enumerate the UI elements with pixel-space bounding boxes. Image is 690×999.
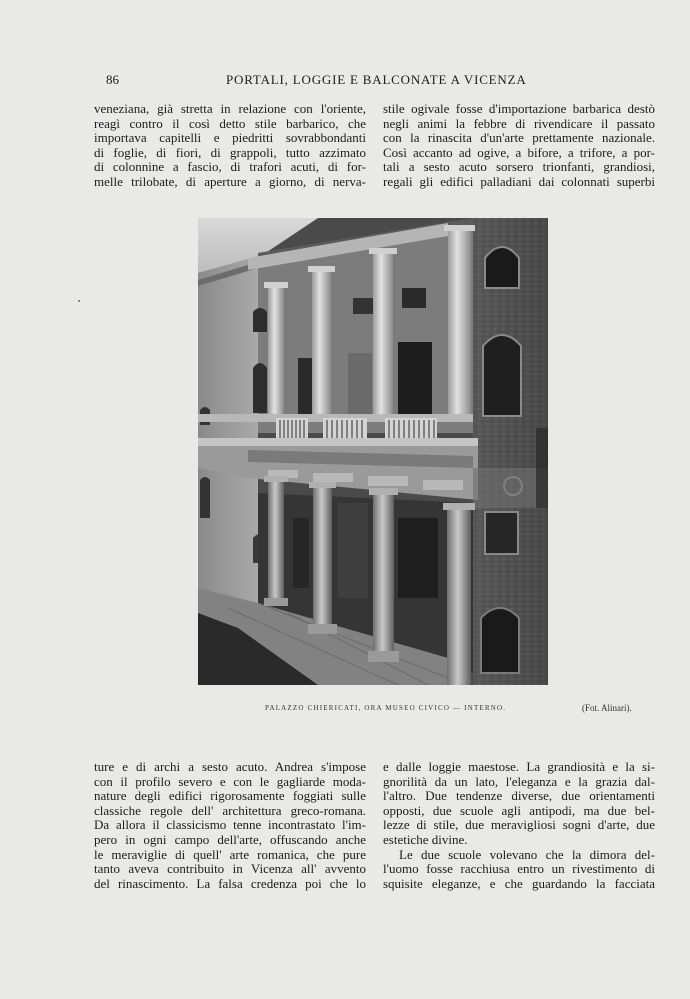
- text-line: e dalle loggie maestose. La grandiosità e la si-: [383, 759, 655, 774]
- photo-credit: (Fot. Alinari).: [582, 703, 632, 713]
- text-line: nature degli edifici rigorosamente foggiati sulle: [94, 788, 366, 804]
- text-column-bottom-left: [94, 760, 366, 891]
- text-line: regali gli edifici palladiani dai colonnati superbi: [383, 173, 655, 189]
- text-line: con il profilo severo e con le gagliarde moda-: [94, 773, 366, 789]
- text-line: gnorilità da un lato, l'eleganza e la grazia dal-: [383, 773, 655, 789]
- text-line: importava capitelli e piedritti sovrabbondanti: [94, 130, 366, 146]
- palazzo-chiericati-photograph: [198, 218, 548, 685]
- text-column-top-left: [94, 102, 366, 190]
- text-line: le meraviglie di quell' arte romanica, che pure: [94, 846, 366, 862]
- text-line: melle trilobate, di aperture a giorno, di nerva-: [94, 173, 366, 189]
- text-line: l'altro. Due tendenze diverse, due orientamenti: [383, 788, 655, 804]
- text-line: di foglie, di fiori, di grappoli, tutto azzimato: [94, 144, 366, 160]
- text-line: negli animi la febbre di rivendicare il passato: [383, 115, 655, 131]
- text-line: tali a sesto acuto sorsero trionfanti, grandiosi,: [383, 159, 655, 175]
- text-line: stile ogivale fosse d'importazione barbarica destò: [383, 101, 655, 116]
- text-line: l'uomo fosse racchiusa entro un rivestimento di: [383, 861, 655, 877]
- text-line: opposti, due scuole agli antipodi, ma due bel-: [383, 802, 655, 818]
- figure-caption: PALAZZO CHIERICATI, ORA MUSEO CIVICO — INTERNO.: [265, 704, 507, 712]
- text-line: Le due scuole volevano che la dimora del-: [399, 846, 655, 862]
- text-line: squisite eleganze, e che guardando la facciata: [383, 875, 655, 891]
- text-line: lezze di stile, due meravigliosi sogni d'arte, due: [383, 817, 655, 833]
- text-line: tanto aveva contribuito in Vicenza all' avvento: [94, 861, 366, 877]
- text-column-top-right: [383, 102, 655, 190]
- text-line: di colonnine a fascio, di trafori acuti, di for-: [94, 159, 366, 175]
- page-number: 86: [106, 72, 119, 87]
- text-line: Così accanto ad ogive, a bifore, a trifore, a por-: [383, 144, 655, 160]
- text-line: Da allora il classicismo tenne incontrastato l'im-: [94, 817, 366, 833]
- paper-speck: [78, 300, 80, 302]
- text-line: del rinascimento. La falsa credenza poi che lo: [94, 875, 366, 891]
- text-column-bottom-right: [383, 760, 655, 891]
- text-line: con la rinascita d'un'arte prettamente nazionale.: [383, 130, 655, 146]
- text-line: reagì contro il così detto stile barbarico, che: [94, 115, 366, 131]
- running-title: PORTALI, LOGGIE E BALCONATE A VICENZA: [226, 72, 527, 87]
- text-line: estetiche divine.: [383, 831, 468, 847]
- text-line: ture e di archi a sesto acuto. Andrea s'impose: [94, 759, 366, 774]
- text-line: classiche regole dell' architettura greco-romana.: [94, 802, 366, 818]
- text-line: pero in ogni campo dell'arte, offuscando anche: [94, 831, 366, 847]
- text-line: veneziana, già stretta in relazione con l'oriente,: [94, 101, 366, 116]
